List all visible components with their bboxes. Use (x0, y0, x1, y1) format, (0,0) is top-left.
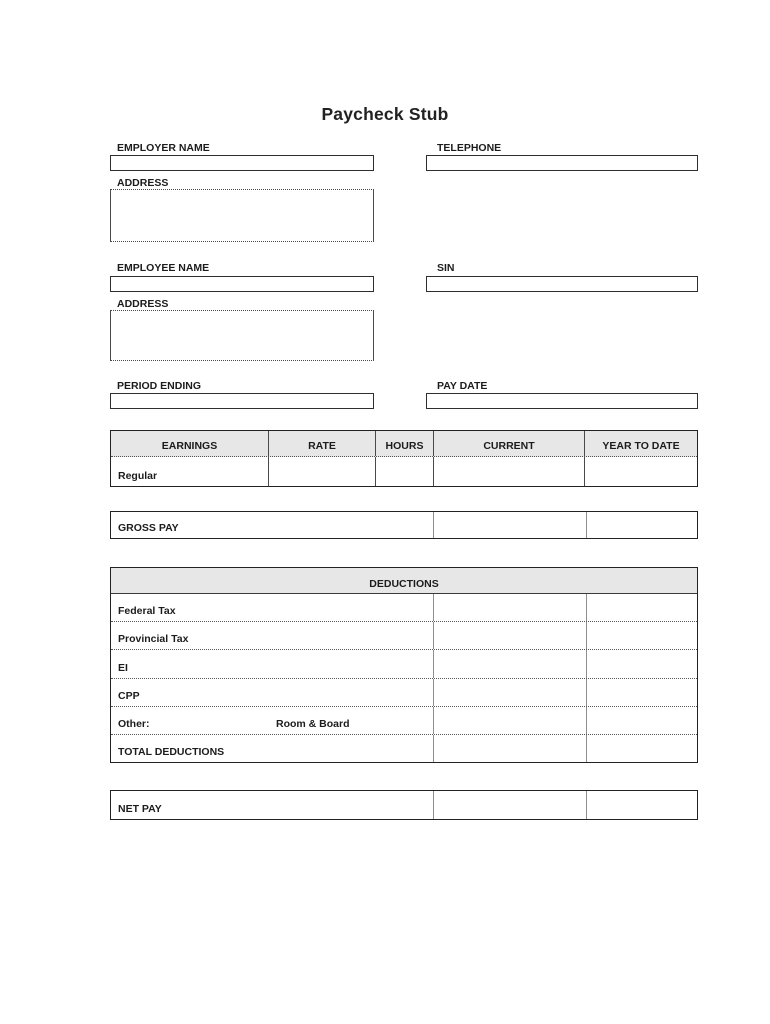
employer-address-label: ADDRESS (117, 177, 169, 189)
cpp-label: CPP (118, 689, 140, 702)
net-pay-label: NET PAY (118, 803, 162, 815)
deduction-row-ei (111, 650, 697, 678)
total-deductions-label: TOTAL DEDUCTIONS (118, 746, 225, 759)
gross-pay-current-cell[interactable] (433, 512, 586, 538)
period-ending-label: PERIOD ENDING (117, 380, 202, 392)
pay-date-label: PAY DATE (437, 380, 488, 392)
telephone-input[interactable] (426, 155, 698, 171)
federal-tax-label: Federal Tax (118, 605, 176, 618)
earnings-row-regular (111, 457, 697, 486)
employer-name-label: EMPLOYER NAME (117, 142, 210, 154)
provincial-tax-label: Provincial Tax (118, 633, 189, 646)
telephone-label: TELEPHONE (437, 142, 502, 154)
provincial-tax-ytd-cell[interactable] (586, 622, 697, 649)
earnings-regular-hours-cell[interactable] (375, 457, 433, 486)
pay-date-input[interactable] (426, 393, 698, 409)
earnings-regular-label: Regular (118, 470, 158, 482)
deduction-row-provincial-tax (111, 622, 697, 650)
employer-name-input[interactable] (110, 155, 374, 171)
net-pay-current-cell[interactable] (433, 791, 586, 819)
cpp-ytd-cell[interactable] (586, 679, 697, 706)
net-pay-row (110, 790, 698, 820)
earnings-header-hours: HOURS (375, 431, 433, 456)
gross-pay-ytd-cell[interactable] (586, 512, 697, 538)
employer-address-input[interactable] (110, 189, 374, 242)
cpp-current-cell[interactable] (433, 679, 586, 706)
other-current-cell[interactable] (433, 707, 586, 734)
employee-name-input[interactable] (110, 276, 374, 292)
earnings-header-rate: RATE (268, 431, 375, 456)
earnings-table (110, 430, 698, 487)
provincial-tax-current-cell[interactable] (433, 622, 586, 649)
earnings-regular-rate-cell[interactable] (268, 457, 375, 486)
total-deductions-current-cell[interactable] (433, 735, 586, 762)
earnings-regular-current-cell[interactable] (433, 457, 584, 486)
earnings-header-current: CURRENT (433, 431, 584, 456)
ei-label: EI (118, 661, 128, 674)
sin-label: SIN (437, 262, 455, 274)
employee-name-label: EMPLOYEE NAME (117, 262, 210, 274)
gross-pay-row (110, 511, 698, 539)
federal-tax-ytd-cell[interactable] (586, 594, 697, 621)
deductions-table-title: DEDUCTIONS (111, 568, 697, 594)
ei-ytd-cell[interactable] (586, 650, 697, 677)
deduction-row-federal-tax (111, 594, 697, 622)
period-ending-input[interactable] (110, 393, 374, 409)
earnings-table-header (111, 431, 697, 457)
other-ytd-cell[interactable] (586, 707, 697, 734)
employee-address-label: ADDRESS (117, 298, 169, 310)
deduction-row-cpp (111, 679, 697, 707)
sin-input[interactable] (426, 276, 698, 292)
page-title: Paycheck Stub (321, 104, 449, 124)
net-pay-ytd-cell[interactable] (586, 791, 697, 819)
earnings-regular-ytd-cell[interactable] (584, 457, 697, 486)
earnings-header-earnings: EARNINGS (161, 440, 218, 452)
deduction-row-total (111, 735, 697, 762)
deductions-table (110, 567, 698, 763)
deduction-row-other (111, 707, 697, 735)
earnings-header-year-to-date: YEAR TO DATE (584, 431, 697, 456)
federal-tax-current-cell[interactable] (433, 594, 586, 621)
employee-address-input[interactable] (110, 310, 374, 361)
other-value-text: Room & Board (276, 717, 350, 730)
other-label (111, 707, 433, 734)
deductions-rows (111, 594, 697, 762)
total-deductions-ytd-cell[interactable] (586, 735, 697, 762)
other-label-text: Other: (118, 717, 150, 730)
gross-pay-label: GROSS PAY (118, 522, 179, 534)
ei-current-cell[interactable] (433, 650, 586, 677)
